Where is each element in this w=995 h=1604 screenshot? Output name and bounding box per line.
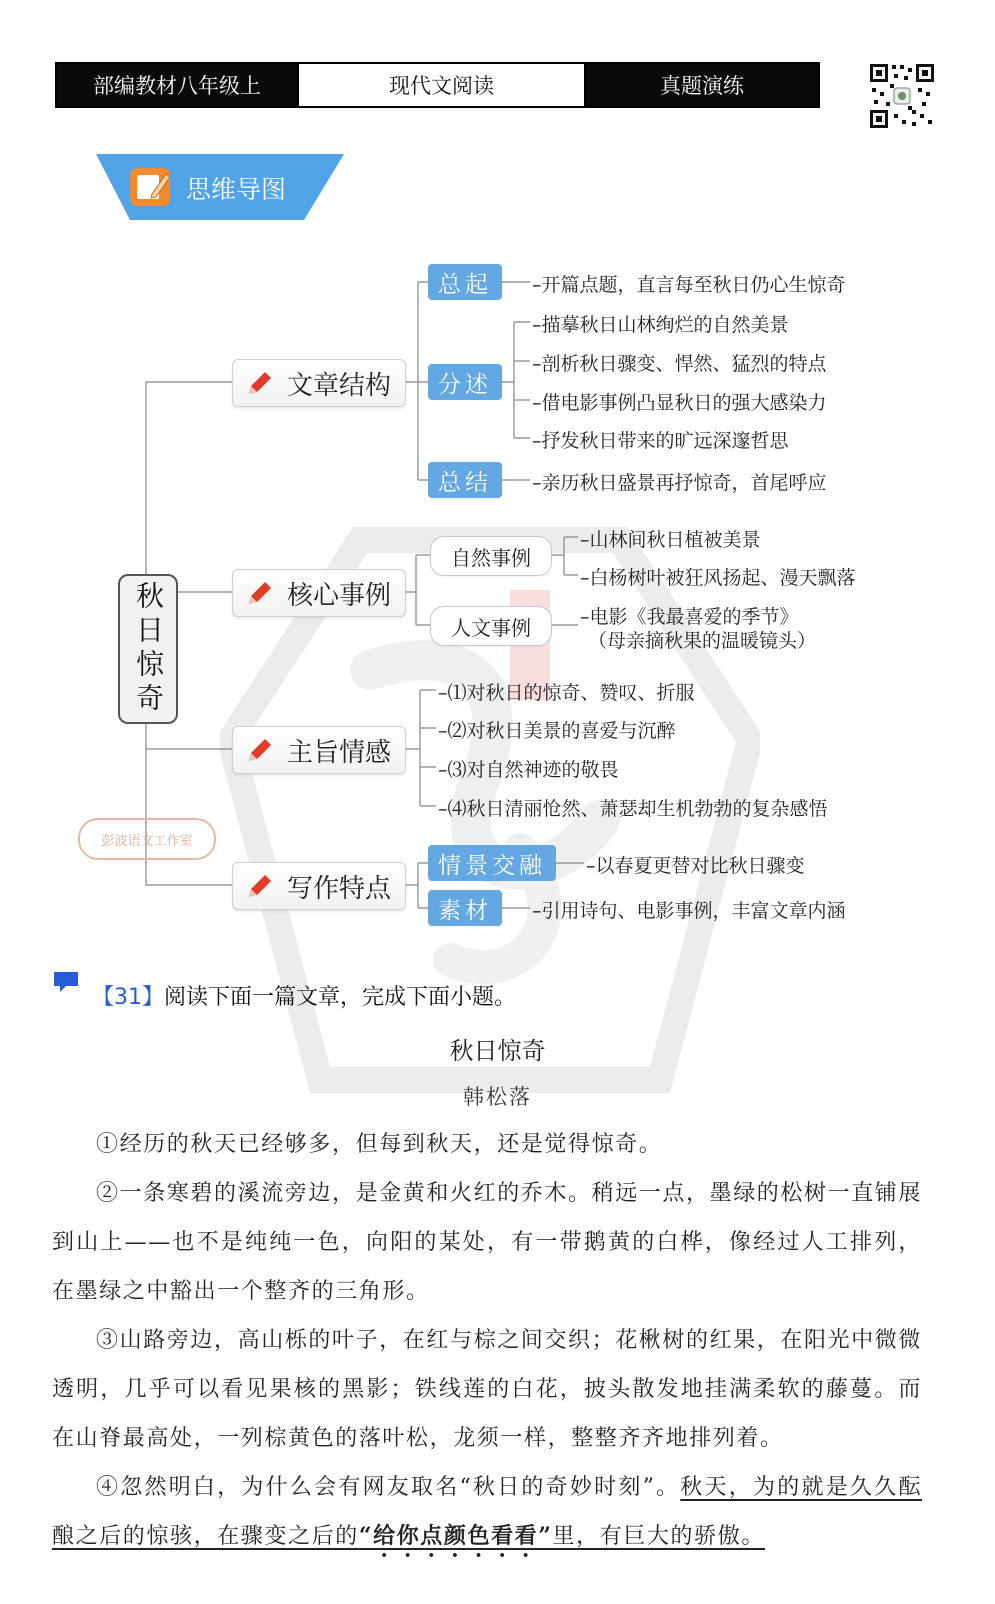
header-grade: 部编教材八年级上	[57, 64, 297, 106]
mindmap-banner-label: 思维导图	[186, 175, 287, 204]
pill-culture: 人文事例	[430, 606, 552, 646]
leaf-scene: –以春夏更替对比秋日骤变	[586, 855, 805, 877]
mindmap-root: 秋日惊奇	[118, 574, 178, 724]
header-practice: 真题演练	[586, 64, 818, 106]
question-line	[92, 980, 516, 1011]
leaf-close: –亲历秋日盛景再抒惊奇，首尾呼应	[532, 472, 827, 494]
pill-nature: 自然事例	[430, 536, 552, 576]
chat-bubble-icon	[52, 970, 80, 994]
leaf-culture-2: （母亲摘秋果的温暖镜头）	[588, 630, 817, 652]
tag-close: 总结	[428, 462, 502, 498]
leaf-emotion-2: –⑵对秋日美景的喜爱与沉醉	[438, 720, 676, 742]
pencil-icon	[245, 735, 275, 765]
question-prompt: 阅读下面一篇文章，完成下面小题。	[164, 985, 517, 1010]
pencil-icon	[245, 578, 275, 608]
node-cases-label: 核心事例	[287, 580, 392, 611]
paragraph-4-lead: ④忽然明白，为什么会有网友取名“秋日的奇妙时刻”。	[96, 1475, 681, 1500]
node-writing	[232, 862, 406, 910]
leaf-emotion-4: –⑷秋日清丽怆然、萧瑟却生机勃勃的复杂感悟	[438, 798, 828, 820]
node-cases	[232, 569, 406, 617]
leaf-material: –引用诗句、电影事例，丰富文章内涵	[532, 900, 846, 922]
question-number: 【31】	[92, 985, 164, 1010]
article-title: 秋日惊奇	[449, 1037, 546, 1065]
leaf-culture-1: –电影《我最喜爱的季节》	[580, 606, 799, 628]
header-section: 现代文阅读	[297, 64, 586, 106]
paragraph-1: ①经历的秋天已经够多，但每到秋天，还是觉得惊奇。	[96, 1132, 663, 1157]
leaf-detail-3: –借电影事例凸显秋日的强大感染力	[532, 392, 827, 414]
node-emotion	[232, 726, 406, 774]
leaf-detail-2: –剖析秋日骤变、悍然、猛烈的特点	[532, 353, 827, 375]
node-structure	[232, 359, 406, 407]
leaf-detail-1: –描摹秋日山林绚烂的自然美景	[532, 314, 789, 336]
paragraph-4-underlined-a: 秋天，为的就是久久酝酿之后的惊骇，在骤变之后的	[52, 1475, 922, 1549]
paragraph-4	[52, 1463, 922, 1562]
tag-open: 总起	[428, 264, 502, 300]
leaf-nature-2: –白杨树叶被狂风扬起、漫天飘落	[580, 567, 856, 589]
node-writing-label: 写作特点	[287, 873, 392, 904]
leaf-open: –开篇点题，直言每至秋日仍心生惊奇	[532, 274, 846, 296]
tag-scene: 情景交融	[428, 845, 556, 881]
pencil-icon	[245, 871, 275, 901]
paragraph-3: ③山路旁边，高山栎的叶子，在红与棕之间交织；花楸树的红果，在阳光中微微透明，几乎可以看见果核的黑影；铁线莲的白花，披头散发地挂满柔软的藤蔓。而在山脊最高处，一列棕黄色的落叶松，龙须一样，整整齐齐地排列着。	[52, 1328, 923, 1451]
article-author: 韩松落	[463, 1085, 532, 1109]
node-structure-label: 文章结构	[287, 370, 392, 401]
tag-material: 素材	[428, 890, 502, 926]
tag-detail: 分述	[428, 364, 502, 400]
node-emotion-label: 主旨情感	[287, 737, 392, 768]
paragraph-4-underlined-d: 里，有巨大的骄傲。	[552, 1524, 765, 1549]
leaf-nature-1: –山林间秋日植被美景	[580, 529, 761, 551]
studio-stamp: 彭波语文工作室	[78, 818, 216, 860]
header-bar	[55, 62, 820, 108]
leaf-emotion-3: –⑶对自然神迹的敬畏	[438, 759, 619, 781]
note-edit-icon	[128, 166, 174, 208]
paragraph-2: ②一条寒碧的溪流旁边，是金黄和火红的乔木。稍远一点，墨绿的松树一直铺展到山上——也不是纯纯一色，向阳的某处，有一带鹅黄的白桦，像经过人工排列，在墨绿之中豁出一个整齐的三角形。	[52, 1181, 923, 1304]
qr-code-icon	[868, 62, 936, 130]
pencil-icon	[245, 368, 275, 398]
paragraph-4-emphasis: “给你点颜色看看”	[358, 1523, 553, 1549]
leaf-emotion-1: –⑴对秋日的惊奇、赞叹、折服	[438, 682, 695, 704]
leaf-detail-4: –抒发秋日带来的旷远深邃哲思	[532, 430, 789, 452]
